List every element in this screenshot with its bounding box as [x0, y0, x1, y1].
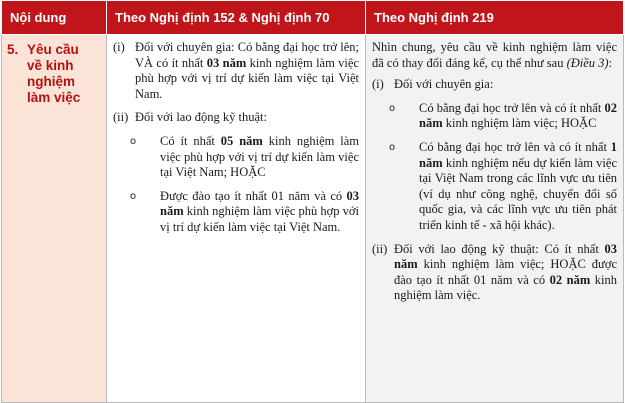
header-row	[2, 1, 624, 35]
bullet-item	[130, 134, 359, 181]
experience-expert-text-end: kinh nghiệm làm việc phù hợp với vị trí dự kiến làm việc tại Việt Nam.	[135, 55, 359, 101]
article-reference: (Điều 3)	[566, 55, 609, 70]
intro-paragraph	[372, 40, 617, 71]
decree-219-cell	[366, 35, 624, 403]
row-label-cell	[2, 35, 107, 403]
list-marker: (i)	[372, 77, 384, 92]
table-row	[2, 35, 624, 403]
technical-worker-text: Đối với lao động kỹ thuật: Có ít nhất	[394, 241, 605, 256]
bullet-text: Có bằng đại học trở lên và có ít nhất	[419, 139, 611, 154]
technical-worker-text-end: kinh nghiệm làm việc.	[394, 272, 617, 303]
header-content: Nội dung	[2, 1, 107, 35]
bullet-text-end: kinh nghiệm làm việc; HOẶC	[442, 116, 597, 131]
decree-152-70-cell	[107, 35, 366, 403]
header-decree-219: Theo Nghị định 219	[366, 1, 624, 35]
bullet-marker: o	[389, 141, 396, 153]
bullet-marker: o	[130, 135, 137, 147]
experience-years: 03 năm	[206, 55, 247, 70]
experience-years: 02 năm	[549, 272, 591, 287]
technical-worker-text-mid: kinh nghiệm làm việc; HOẶC được đào tạo ít nhất 01 năm và có	[394, 257, 617, 287]
header-decree-152-70: Theo Nghị định 152 & Nghị định 70	[107, 1, 366, 35]
bullet-text: Có bằng đại học trở lên và có ít nhất	[419, 100, 605, 115]
bullet-marker: o	[130, 190, 137, 202]
list-marker: (ii)	[113, 110, 129, 125]
bullet-text: Được đào tạo ít nhất 01 năm và có	[160, 188, 347, 203]
bullet-text-end: kinh nghiệm nếu dự kiến làm việc tại Việt Nam trong các lĩnh vực ưu tiên (ví dụ như công nghệ, chuyển đổi số quốc gia, và các lĩnh vực ưu tiên phát triển kinh tế - xã hội khác).	[419, 155, 617, 232]
intro-text: Nhìn chung, yêu cầu về kinh nghiệm làm việc đã có thay đổi đáng kể, cụ thể như sau	[372, 40, 617, 70]
experience-years: 02 năm	[419, 100, 617, 131]
experience-expert-text: Đối với chuyên gia: Có bằng đại học trở lên; VÀ có ít nhất	[135, 40, 359, 70]
list-marker: (i)	[113, 40, 125, 54]
list-item	[113, 40, 359, 102]
bullet-item	[130, 189, 359, 236]
technical-worker-heading: Đối với lao động kỹ thuật:	[135, 110, 267, 125]
row-label: Yêu cầu về kinh nghiệm làm việc	[27, 42, 81, 105]
bullet-text-end: kinh nghiệm làm việc phù hợp với vị trí dự kiến làm việc tại Việt Nam; HOẶC	[160, 133, 359, 180]
list-item	[113, 110, 359, 126]
list-item	[372, 77, 617, 93]
experience-years: 05 năm	[220, 133, 263, 148]
bullet-item	[389, 140, 617, 234]
list-marker: (ii)	[372, 241, 388, 256]
bullet-marker: o	[389, 102, 396, 114]
experience-years: 03 năm	[394, 241, 617, 272]
row-number: 5.	[7, 42, 19, 57]
experience-years: 03 năm	[160, 188, 359, 219]
experience-years: 1 năm	[419, 139, 617, 170]
list-item	[372, 242, 617, 304]
bullet-text-end: kinh nghiệm làm việc phù hợp với vị trí dự kiến làm việc tại Việt Nam.	[160, 204, 359, 234]
bullet-text: Có ít nhất	[160, 133, 221, 148]
bullet-item	[389, 101, 617, 132]
expert-heading: Đối với chuyên gia:	[394, 77, 494, 92]
comparison-table	[1, 0, 623, 402]
intro-colon: :	[608, 55, 613, 70]
